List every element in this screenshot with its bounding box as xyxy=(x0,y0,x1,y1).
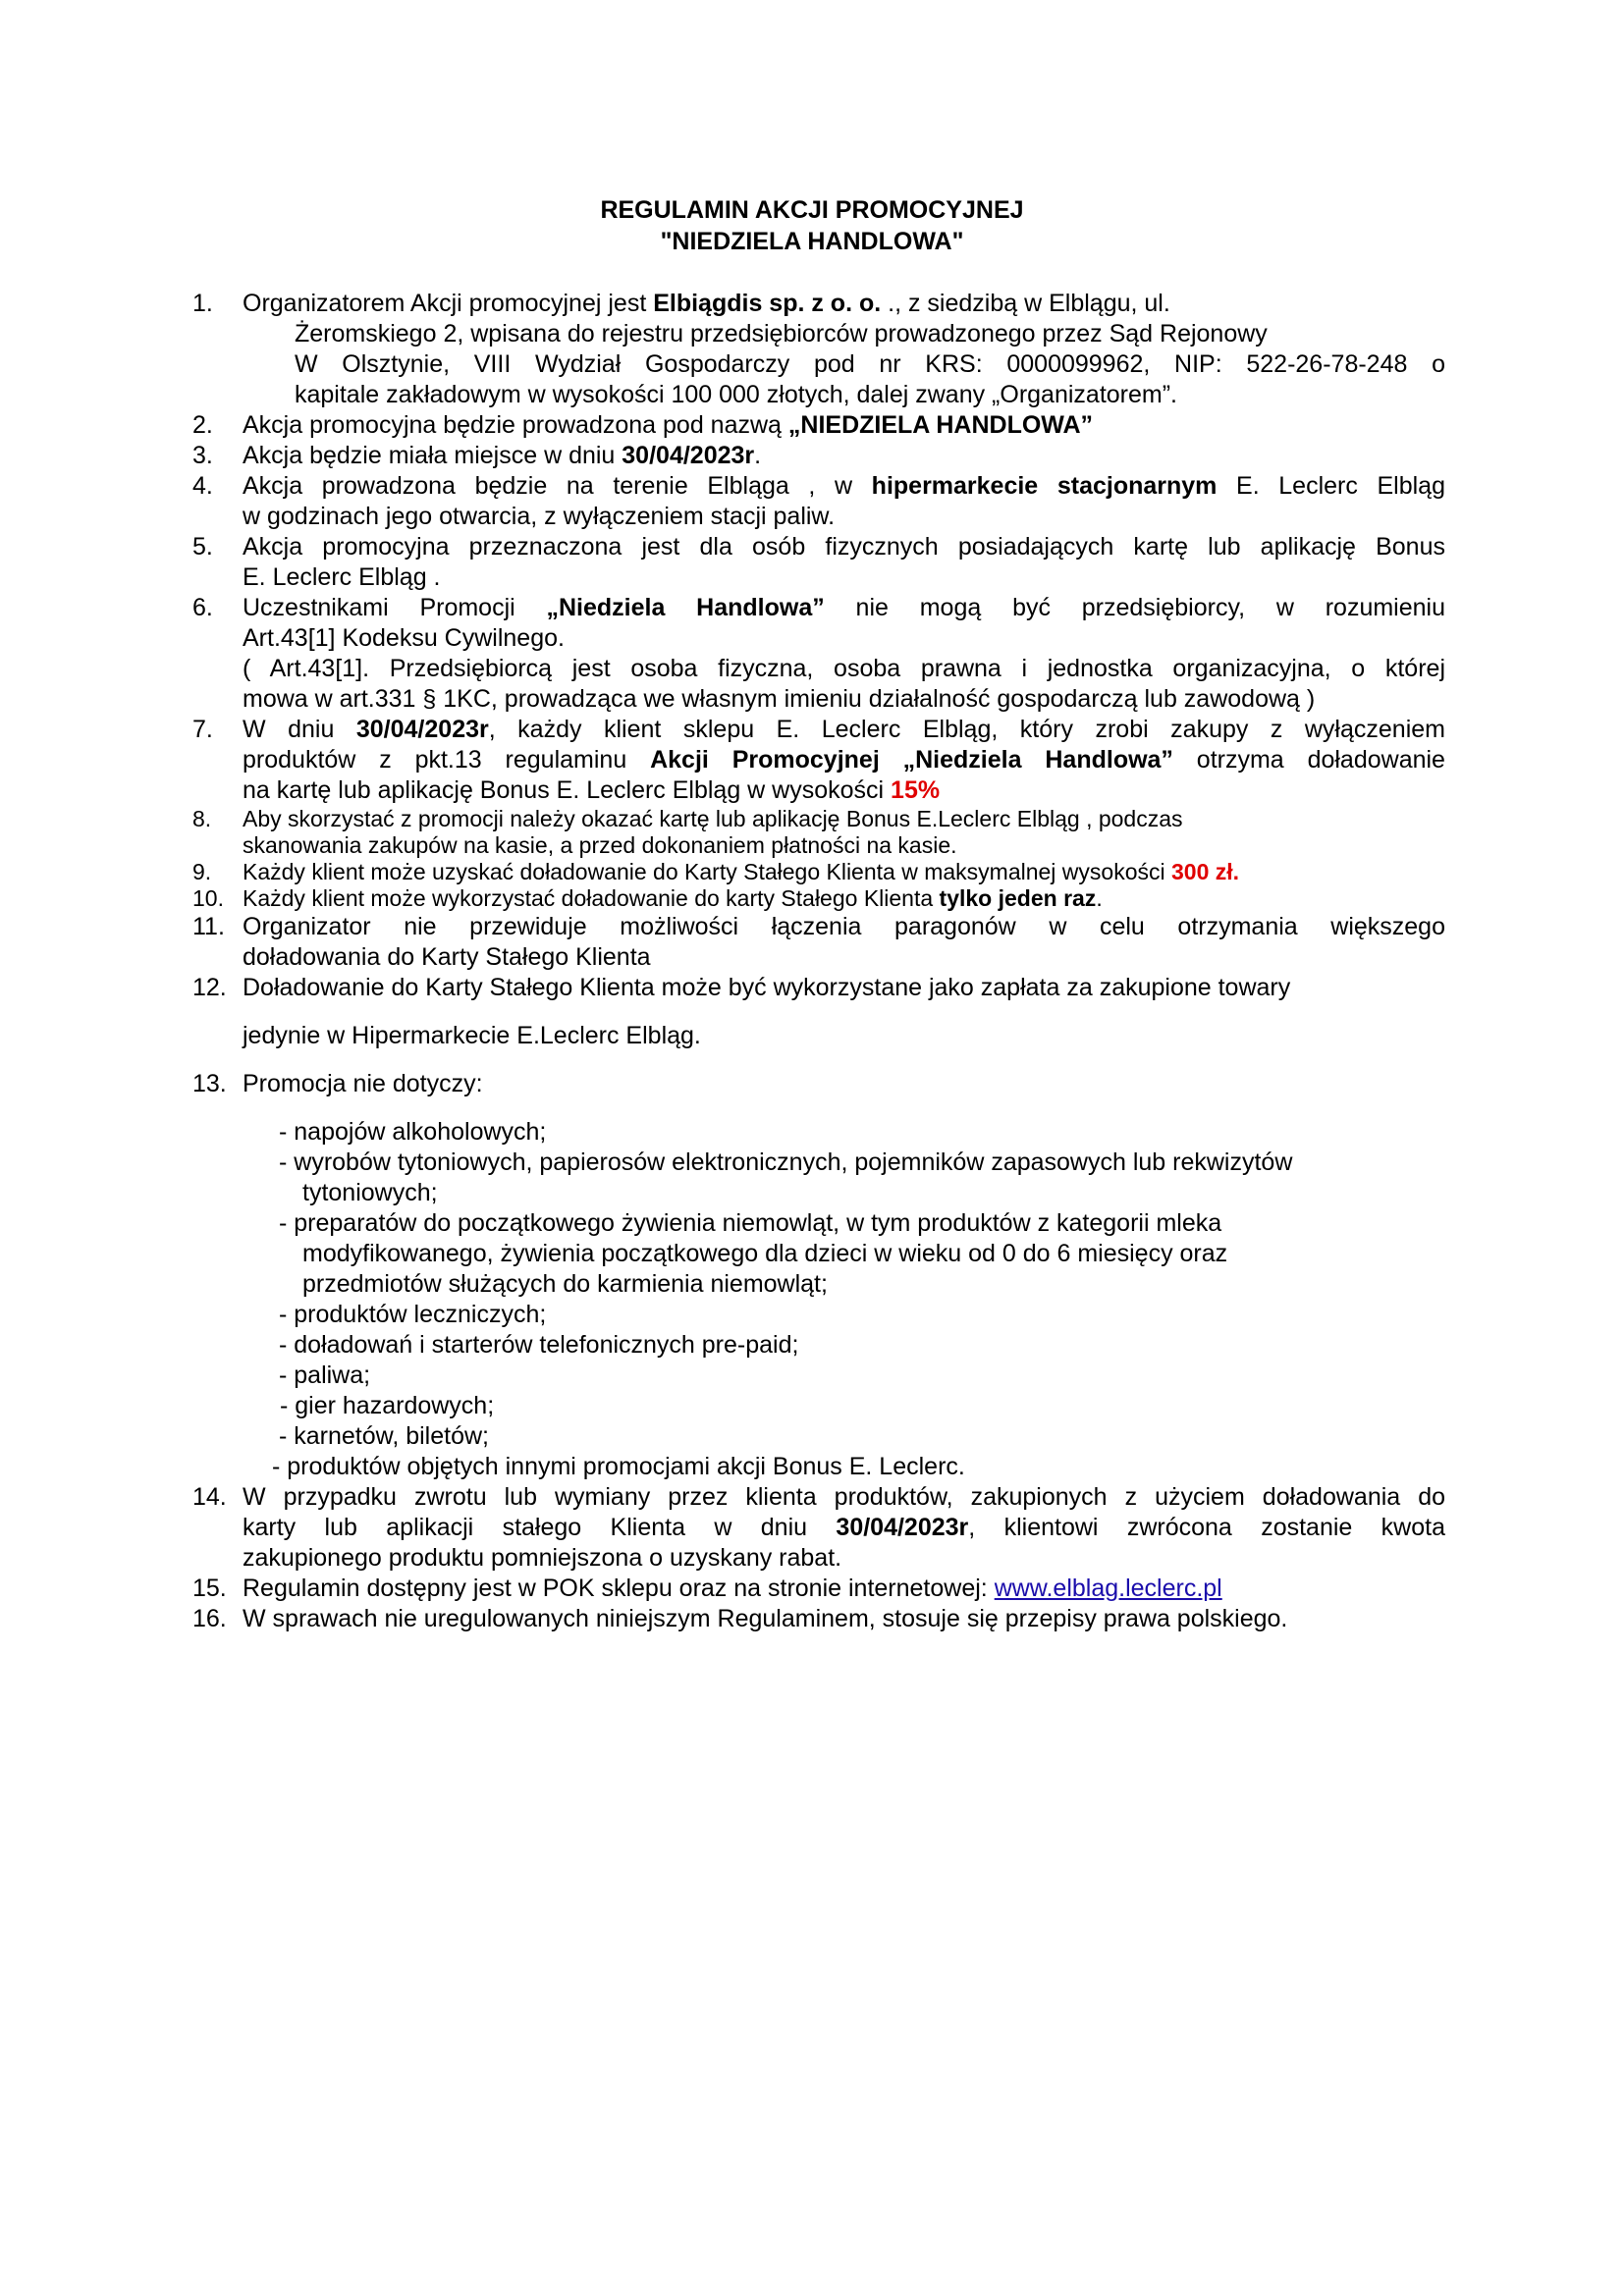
rule-text: Akcja prowadzona będzie na terenie Elbląga , w xyxy=(243,472,872,500)
title-line-1: REGULAMIN AKCJI PROMOCYJNEJ xyxy=(600,196,1024,224)
rule-text: na kartę lub aplikację Bonus E. Leclerc Elbląg w wysokości xyxy=(243,776,892,804)
max-amount: 300 zł. xyxy=(1171,859,1240,884)
rule-text: W Olsztynie, VIII Wydział Gospodarczy pod nr KRS: 0000099962, NIP: 522-26-78-248 o xyxy=(295,350,1445,378)
rule-text: kapitale zakładowym w wysokości 100 000 złotych, dalej zwany „Organizatorem”. xyxy=(295,381,1177,408)
rule-item-13 xyxy=(192,1069,1445,1482)
exclusion-item-cont: tytoniowych; xyxy=(302,1179,438,1206)
exclusion-item-cont: modyfikowanego, żywienia początkowego dla dzieci w wieku od 0 do 6 miesięcy oraz xyxy=(302,1240,1228,1267)
rule-text: Regulamin dostępny jest w POK sklepu oraz na stronie internetowej: xyxy=(243,1575,995,1602)
rule-text: Organizator nie przewiduje możliwości łączenia paragonów w celu otrzymania większego xyxy=(243,913,1445,940)
rule-text: w godzinach jego otwarcia, z wyłączeniem stacji paliw. xyxy=(243,503,836,530)
rule-number: 5. xyxy=(192,533,213,561)
rule-text: otrzyma doładowanie xyxy=(1172,746,1445,774)
rule-text: W sprawach nie uregulowanych niniejszym Regulaminem, stosuje się przepisy prawa polskiego. xyxy=(243,1605,1288,1632)
rule-item-4 xyxy=(192,471,1445,532)
rule-text: doładowania do Karty Stałego Klienta xyxy=(243,943,651,971)
rule-number: 10. xyxy=(192,885,224,911)
rule-text: Każdy klient może uzyskać doładowanie do Karty Stałego Klienta w maksymalnej wysokości xyxy=(243,859,1171,884)
rule-text: Doładowanie do Karty Stałego Klienta może być wykorzystane jako zapłata za zakupione towary xyxy=(243,974,1291,1001)
rule-text: Każdy klient może wykorzystać doładowanie do karty Stałego Klienta xyxy=(243,885,940,911)
rule-text: Uczestnikami Promocji xyxy=(243,594,547,621)
rule-item-5 xyxy=(192,532,1445,593)
rules-list xyxy=(192,289,1445,1634)
promo-name: „NIEDZIELA HANDLOWA” xyxy=(787,411,1094,439)
rule-number: 8. xyxy=(192,806,212,831)
discount-percent: 15% xyxy=(891,776,941,804)
rule-number: 16. xyxy=(192,1605,227,1632)
rule-item-7 xyxy=(192,715,1445,806)
rule-item-6 xyxy=(192,593,1445,715)
rule-text: W dniu xyxy=(243,716,356,743)
exclusion-item: - produktów objętych innymi promocjami akcji Bonus E. Leclerc. xyxy=(272,1453,965,1480)
rule-item-16 xyxy=(192,1604,1445,1634)
rule-number: 1. xyxy=(192,290,213,317)
rule-text: Akcja promocyjna przeznaczona jest dla osób fizycznych posiadających kartę lub aplikację Bonus xyxy=(243,533,1445,561)
rule-text: ., z siedzibą w Elblągu, ul. xyxy=(881,290,1170,317)
rule-number: 9. xyxy=(192,859,212,884)
exclusion-item-cont: przedmiotów służących do karmienia niemowląt; xyxy=(302,1270,828,1298)
rule-text: zakupionego produktu pomniejszona o uzyskany rabat. xyxy=(243,1544,842,1572)
exclusion-item: - produktów leczniczych; xyxy=(279,1301,547,1328)
rule-item-12 xyxy=(192,973,1445,1051)
rule-text: E. Leclerc Elbląg xyxy=(1217,472,1445,500)
rule-item-14 xyxy=(192,1482,1445,1574)
rule-item-10 xyxy=(192,885,1445,912)
promo-date: 30/04/2023r xyxy=(836,1514,969,1541)
rule-number: 7. xyxy=(192,716,213,743)
rule-item-3 xyxy=(192,441,1445,471)
rule-emphasis: hipermarkecie stacjonarnym xyxy=(871,472,1218,500)
rule-number: 2. xyxy=(192,411,213,439)
rule-item-9 xyxy=(192,859,1445,885)
rule-text: karty lub aplikacji stałego Klienta w dniu xyxy=(243,1514,837,1541)
rule-item-1 xyxy=(192,289,1445,410)
rule-text: produktów z pkt.13 regulaminu xyxy=(243,746,651,774)
rule-number: 4. xyxy=(192,472,213,500)
rule-text: mowa w art.331 § 1KC, prowadząca we własnym imieniu działalność gospodarczą lub zawodową ) xyxy=(243,685,1316,713)
rule-number: 11. xyxy=(192,913,225,940)
rule-text: Organizatorem Akcji promocyjnej jest xyxy=(243,290,654,317)
rule-number: 6. xyxy=(192,594,213,621)
rule-text: nie mogą być przedsiębiorcy, w rozumieniu xyxy=(824,594,1445,621)
exclusions-list xyxy=(243,1117,1445,1482)
exclusion-item: - doładowań i starterów telefonicznych pre-paid; xyxy=(279,1331,799,1359)
rule-text: Promocja nie dotyczy: xyxy=(243,1070,483,1097)
rule-item-15 xyxy=(192,1574,1445,1604)
promo-name: Akcji Promocyjnej „Niedziela Handlowa” xyxy=(650,746,1173,774)
promo-date: 30/04/2023r xyxy=(622,442,755,469)
promo-name: „Niedziela Handlowa” xyxy=(546,594,825,621)
rule-text: Art.43[1] Kodeksu Cywilnego. xyxy=(243,624,565,652)
rule-text: ( Art.43[1]. Przedsiębiorcą jest osoba fizyczna, osoba prawna i jednostka organizacyjna, o której xyxy=(243,655,1445,682)
rule-text: Akcja będzie miała miejsce w dniu xyxy=(243,442,623,469)
company-name: Elbiągdis sp. z o. o. xyxy=(653,290,882,317)
exclusion-item: - wyrobów tytoniowych, papierosów elektronicznych, pojemników zapasowych lub rekwizytów xyxy=(279,1148,1293,1176)
rule-number: 14. xyxy=(192,1483,227,1511)
rule-number: 3. xyxy=(192,442,213,469)
rule-number: 15. xyxy=(192,1575,227,1602)
document-title xyxy=(0,194,1624,257)
rule-emphasis: tylko jeden raz xyxy=(939,885,1097,911)
rule-text: jedynie w Hipermarkecie E.Leclerc Elbląg. xyxy=(243,1022,701,1049)
rule-item-8 xyxy=(192,806,1445,859)
website-link[interactable]: www.elblag.leclerc.pl xyxy=(994,1575,1222,1602)
exclusion-item: - karnetów, biletów; xyxy=(279,1422,489,1450)
rule-number: 13. xyxy=(192,1070,227,1097)
rule-text: E. Leclerc Elbląg . xyxy=(243,563,441,591)
exclusion-item: - napojów alkoholowych; xyxy=(279,1118,547,1146)
rule-text: , klientowi zwrócona zostanie kwota xyxy=(968,1514,1445,1541)
promo-date: 30/04/2023r xyxy=(355,716,489,743)
exclusion-item: - preparatów do początkowego żywienia niemowląt, w tym produktów z kategorii mleka xyxy=(279,1209,1222,1237)
rule-text: Akcja promocyjna będzie prowadzona pod nazwą xyxy=(243,411,788,439)
rule-text: . xyxy=(1096,885,1103,911)
rule-number: 12. xyxy=(192,974,227,1001)
exclusion-item: - gier hazardowych; xyxy=(280,1392,495,1419)
exclusion-item: - paliwa; xyxy=(279,1362,371,1389)
rule-text: Aby skorzystać z promocji należy okazać kartę lub aplikację Bonus E.Leclerc Elbląg , podczas xyxy=(243,806,1183,831)
rule-text: skanowania zakupów na kasie, a przed dokonaniem płatności na kasie. xyxy=(243,832,957,858)
rule-text: Żeromskiego 2, wpisana do rejestru przedsiębiorców prowadzonego przez Sąd Rejonowy xyxy=(295,320,1268,347)
rule-text: , każdy klient sklepu E. Leclerc Elbląg, który zrobi zakupy z wyłączeniem xyxy=(488,716,1445,743)
rule-text: . xyxy=(754,442,762,469)
rule-text: W przypadku zwrotu lub wymiany przez klienta produktów, zakupionych z użyciem doładowania do xyxy=(243,1483,1445,1511)
rule-item-11 xyxy=(192,912,1445,973)
rule-item-2 xyxy=(192,410,1445,441)
title-line-2: "NIEDZIELA HANDLOWA" xyxy=(660,228,964,255)
